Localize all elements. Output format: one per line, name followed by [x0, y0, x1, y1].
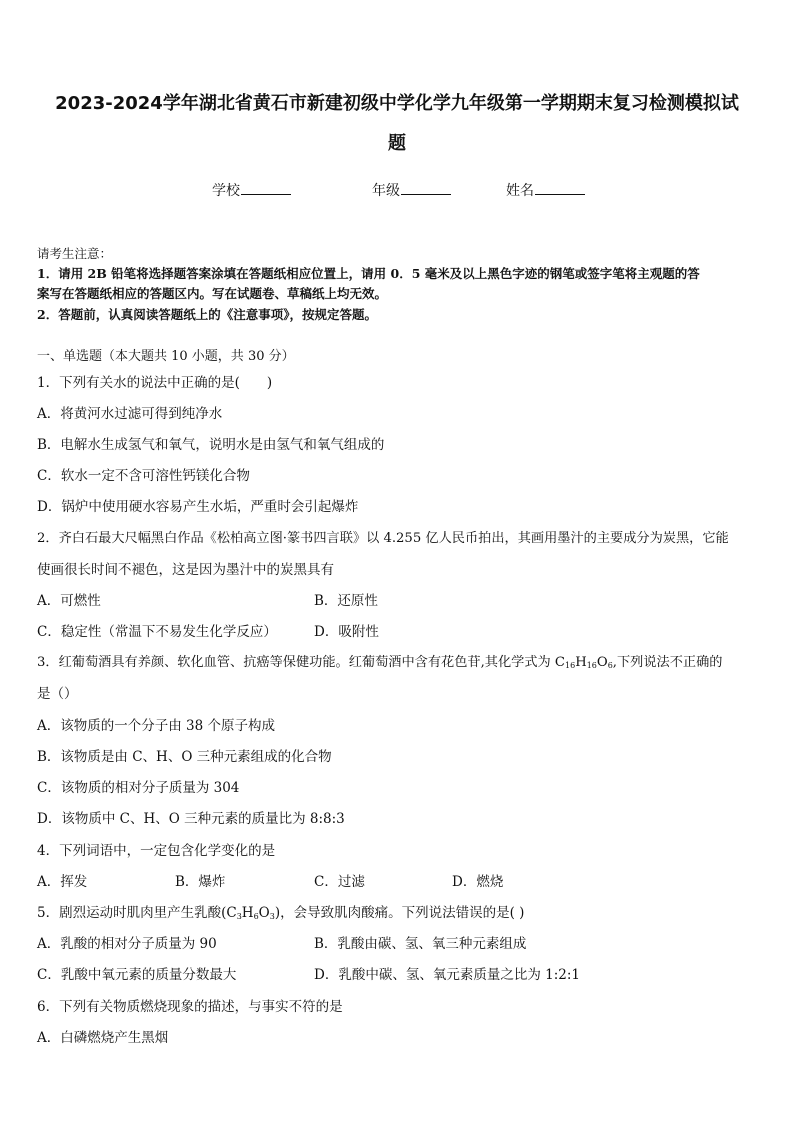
exam-title-line2: 题: [388, 133, 406, 154]
q3-stem-line2: 是（）: [37, 686, 78, 702]
q3-sub-c: 16: [565, 661, 576, 670]
name-field: [506, 180, 585, 200]
school-blank: [241, 180, 291, 195]
q1-option-a: A．将黄河水过滤可得到纯净水: [37, 406, 223, 422]
q2-stem-line2: 使画很长时间不褪色，这是因为墨汁中的炭黑具有: [37, 562, 334, 578]
q6-option-a: A．白磷燃烧产生黑烟: [37, 1030, 169, 1046]
q4-option-a: A．挥发: [37, 874, 88, 890]
notice-heading: 请考生注意：: [37, 246, 113, 261]
student-info-row: [0, 180, 794, 200]
notice-item1-line2: 案写在答题纸相应的答题区内。写在试题卷、草稿纸上均无效。: [37, 286, 388, 301]
q2-stem-line1: 2．齐白石最大尺幅黑白作品《松柏高立图·篆书四言联》以 4.255 亿人民币拍出，其画用墨汁的主要成分为炭黑，它能: [37, 531, 729, 546]
q5-sub-c: 3: [236, 912, 242, 921]
q3-option-d: D．该物质中 C、H、O 三种元素的质量比为 8:8:3: [37, 811, 345, 827]
q5-stem-text2: H: [241, 905, 254, 921]
school-field: [212, 180, 291, 200]
q2-option-a: A．可燃性: [37, 593, 101, 609]
grade-label: 年级: [372, 183, 400, 199]
q5-sub-o: 3: [269, 912, 275, 921]
q5-option-b: B．乳酸由碳、氢、氧三种元素组成: [314, 936, 527, 952]
q3-option-c: C．该物质的相对分子质量为 304: [37, 780, 240, 796]
q3-stem-line1: [37, 653, 723, 673]
q3-option-b: B．该物质是由 C、H、O 三种元素组成的化合物: [37, 749, 332, 765]
q2-option-c: C．稳定性（常温下不易发生化学反应）: [37, 624, 277, 640]
q3-stem-text2: H: [575, 655, 587, 670]
q4-option-c: C．过滤: [314, 874, 365, 890]
q3-stem-text4: ,下列说法不正确的: [612, 655, 723, 670]
notice-item1-line1: 1．请用 2B 铅笔将选择题答案涂填在答题纸相应位置上，请用 0．5 毫米及以上黑色字迹的钢笔或签字笔将主观题的答: [37, 266, 700, 281]
q4-option-b: B．爆炸: [175, 874, 226, 890]
exam-title-line1: 2023-2024学年湖北省黄石市新建初级中学化学九年级第一学期期末复习检测模拟试: [55, 93, 739, 114]
q6-stem: 6．下列有关物质燃烧现象的描述，与事实不符的是: [37, 999, 343, 1015]
q2-option-d: D．吸附性: [314, 624, 379, 640]
q5-option-d: D．乳酸中碳、氢、氧元素质量之比为 1:2:1: [314, 967, 580, 983]
q3-sub-h: 16: [586, 661, 597, 670]
q5-stem-text4: )，会导致肌肉酸痛。下列说法错误的是( ): [274, 905, 525, 921]
q5-sub-h: 6: [253, 912, 259, 921]
grade-field: [372, 180, 451, 200]
school-label: 学校: [212, 183, 240, 199]
grade-blank: [401, 180, 451, 195]
q3-stem-text3: O: [596, 655, 608, 670]
q1-option-b: B．电解水生成氢气和氧气，说明水是由氢气和氧气组成的: [37, 437, 385, 453]
q3-sub-o: 6: [607, 661, 613, 670]
q3-stem-text1: 3．红葡萄酒具有养颜、软化血管、抗癌等保健功能。红葡萄酒中含有花色苷,其化学式为 C: [37, 655, 565, 670]
q5-option-a: A．乳酸的相对分子质量为 90: [37, 936, 217, 952]
q3-option-a: A．该物质的一个分子由 38 个原子构成: [37, 718, 276, 734]
q5-stem: [37, 903, 524, 923]
q5-stem-text1: 5．剧烈运动时肌肉里产生乳酸(C: [37, 905, 237, 921]
q4-option-d: D．燃烧: [452, 874, 504, 890]
q1-option-d: D．锅炉中使用硬水容易产生水垢，严重时会引起爆炸: [37, 499, 359, 515]
q2-option-b: B．还原性: [314, 593, 378, 609]
section-heading: 一、单选题（本大题共 10 小题，共 30 分）: [37, 349, 295, 364]
notice-item2: 2．答题前，认真阅读答题纸上的《注意事项》，按规定答题。: [37, 307, 377, 322]
q1-option-c: C．软水一定不含可溶性钙镁化合物: [37, 468, 250, 484]
q1-stem: 1．下列有关水的说法中正确的是( ): [37, 375, 273, 391]
q4-stem: 4．下列词语中，一定包含化学变化的是: [37, 843, 276, 859]
name-label: 姓名: [506, 183, 534, 199]
q5-option-c: C．乳酸中氧元素的质量分数最大: [37, 967, 237, 983]
q5-stem-text3: O: [258, 905, 270, 921]
name-blank: [535, 180, 585, 195]
